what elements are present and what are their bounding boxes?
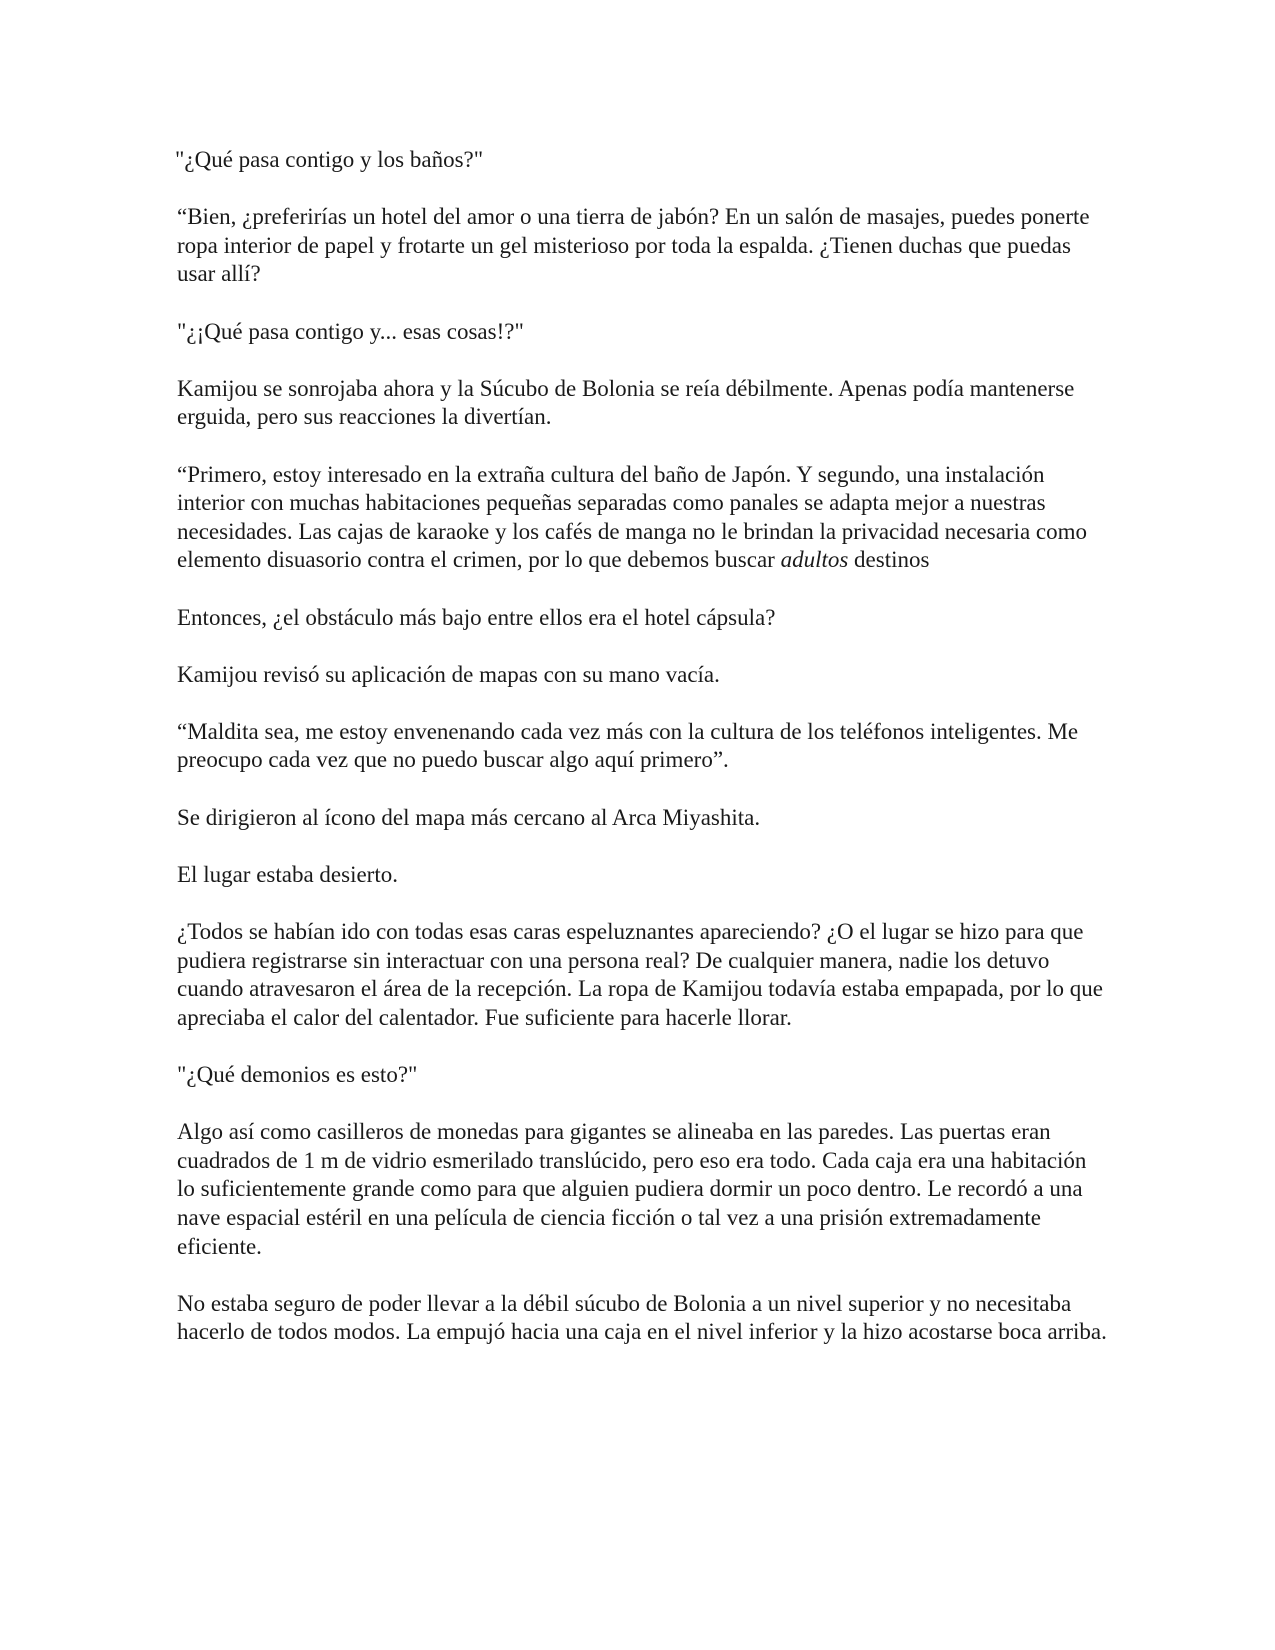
paragraph: "¿Qué pasa contigo y los baños?" xyxy=(175,147,484,172)
paragraph: “Bien, ¿preferirías un hotel del amor o una tierra de jabón? En un salón de masajes, puedes ponerte ropa interior de papel y frotarte un gel misterioso por toda la espalda. ¿Tienen duchas que puedas usar allí? xyxy=(177,204,1090,287)
paragraph: El lugar estaba desierto. xyxy=(177,861,398,887)
paragraph: “Maldita sea, me estoy envenenando cada vez más con la cultura de los teléfonos inteligentes. Me preocupo cada vez que no puedo buscar algo aquí primero”. xyxy=(177,718,1079,773)
paragraph: Kamijou se sonrojaba ahora y la Súcubo de Bolonia se reía débilmente. Apenas podía mantenerse erguida, pero sus reacciones la divertían. xyxy=(177,375,1075,430)
paragraph-text: “Primero, estoy interesado en la extraña cultura del baño de Japón. Y segundo, una instalación interior con muchas habitaciones pequeñas separadas como panales se adapta mejor a nuestras necesidades. Las cajas de karaoke y los cafés de manga no le brindan la privacidad necesaria como elemento disuasorio contra el crimen, por lo que debemos buscar xyxy=(177,461,1088,573)
paragraph: Algo así como casilleros de monedas para gigantes se alineaba en las paredes. Las puertas eran cuadrados de 1 m de vidrio esmerilado translúcido, pero eso era todo. Cada caja era una habitación lo suficientemente grande como para que alguien pudiera dormir un poco dentro. Le recordó a una nave espacial estéril en una película de ciencia ficción o tal vez a una prisión extremadamente eficiente. xyxy=(177,1119,1087,1259)
paragraph: "¿Qué demonios es esto?" xyxy=(177,1062,418,1087)
paragraph: "¿¡Qué pasa contigo y... esas cosas!?" xyxy=(177,318,524,344)
paragraph: Kamijou revisó su aplicación de mapas con su mano vacía. xyxy=(177,661,720,687)
italic-word: adultos xyxy=(780,547,849,573)
paragraph-text: destinos xyxy=(848,547,930,573)
document-body xyxy=(177,146,1107,1376)
paragraph xyxy=(177,461,1107,575)
paragraph: ¿Todos se habían ido con todas esas caras espeluznantes apareciendo? ¿O el lugar se hizo para que pudiera registrarse sin interactuar con una persona real? De cualquier manera, nadie los detuvo cuando atravesaron el área de la recepción. La ropa de Kamijou todavía estaba empapada, por lo que apreciaba el calor del calentador. Fue suficiente para hacerle llorar. xyxy=(177,919,1103,1030)
paragraph: Se dirigieron al ícono del mapa más cercano al Arca Miyashita. xyxy=(177,804,761,830)
paragraph: No estaba seguro de poder llevar a la débil súcubo de Bolonia a un nivel superior y no necesitaba hacerlo de todos modos. La empujó hacia una caja en el nivel inferior y la hizo acostarse boca arriba. xyxy=(177,1290,1107,1345)
paragraph: Entonces, ¿el obstáculo más bajo entre ellos era el hotel cápsula? xyxy=(177,604,776,630)
